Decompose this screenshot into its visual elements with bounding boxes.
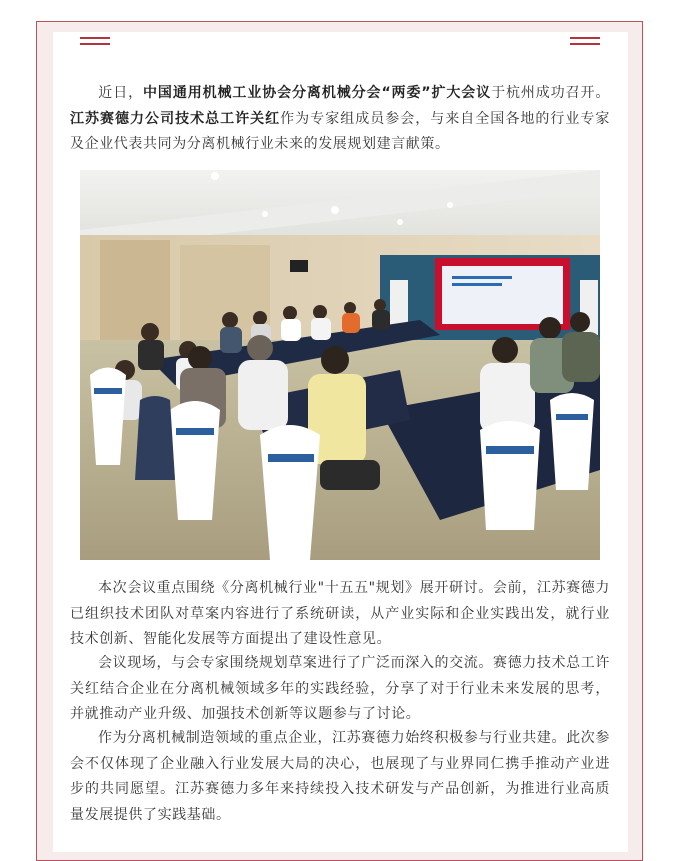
meeting-photo (80, 170, 600, 560)
intro-text-e: 作为专家组成员参会，与来自全国各地的行业专家及企业代表共同为分离机械行业未来的发展规划建言献策。 (70, 110, 610, 152)
body-paragraph-2 (70, 651, 610, 728)
meeting-name: 中国通用机械工业协会分离机械分会“两委”扩大会议 (143, 85, 492, 101)
body-paragraph-3-text: 作为分离机械制造领域的重点企业，江苏赛德力始终积极参与行业共建。此次参会不仅体现了企业融入行业发展大局的决心，也展现了与业界同仁携手推动产业进步的共同愿望。江苏赛德力多年来持续投入技术研发与产品创新，为推进行业高质量发展提供了实践基础。 (70, 730, 610, 823)
body-paragraph-3 (70, 726, 610, 828)
body-paragraph-1-text: 本次会议重点围绕《分离机械行业"十五五"规划》展开研讨。会前，江苏赛德力已组织技术团队对草案内容进行了系统研读，从产业实际和企业实践出发，就行业技术创新、智能化发展等方面提出了建设性意见。 (70, 580, 610, 647)
body-paragraph-1 (70, 576, 610, 653)
intro-paragraph (70, 81, 610, 158)
intro-text-c: 于杭州成功召开。 (491, 85, 610, 101)
intro-text-a: 近日， (98, 85, 144, 101)
decorative-lines-left (80, 37, 110, 49)
body-paragraph-2-text: 会议现场，与会专家围绕规划草案进行了广泛而深入的交流。赛德力技术总工许关红结合企业在分离机械领域多年的实践经验，分享了对于行业未来发展的思考，并就推动产业升级、加强技术创新等议题参与了讨论。 (70, 655, 610, 722)
decorative-lines-right (570, 37, 600, 49)
attendee-name: 江苏赛德力公司技术总工许关红 (70, 110, 281, 127)
